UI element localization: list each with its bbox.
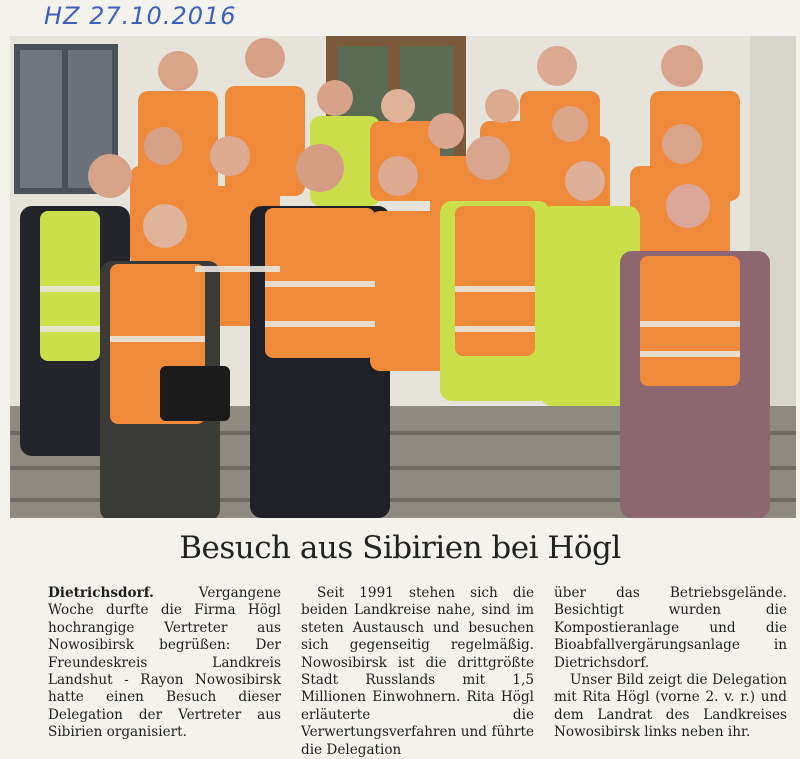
article-column-3-paragraph-1: über das Betriebsgelände. Besichtigt wurden die Kompostieranlage und die Bioabfallvergärungsanlage in Dietrichsdorf. — [554, 585, 787, 671]
article-headline: Besuch aus Sibirien bei Högl — [179, 530, 621, 566]
article-column-3-paragraph-2: Unser Bild zeigt die Delegation mit Rita Högl (vorne 2. v. r.) und dem Landrat des Landkreises Nowosibirsk links neben ihr. — [554, 672, 787, 741]
article-column-2 — [301, 585, 534, 759]
group-photo-icon — [10, 36, 796, 518]
article-dateline: Dietrichsdorf. — [48, 585, 154, 601]
article-column-2-text: Seit 1991 stehen sich die beiden Landkreise nahe, sind im steten Austausch und besuchen sich gegenseitig regelmäßig. Nowosibirsk ist die drittgrößte Stadt Russlands mit 1,5 Millionen Einwohnern. Rita Högl erläuterte die Verwertungsverfahren und führte die Delegation — [301, 585, 534, 758]
article-column-1 — [48, 585, 281, 759]
handwritten-date-annotation: HZ 27.10.2016 — [44, 2, 237, 30]
group-photo — [10, 36, 796, 518]
article-body — [48, 585, 798, 759]
article-column-1-text: Vergangene Woche durfte die Firma Högl hochrangige Vertreter aus Nowosibirsk begrüßen: Der Freundeskreis Landkreis Landshut - Rayon Nowosibirsk hatte einen Besuch dieser Delegation der Vertreter aus Sibirien organisiert. — [48, 585, 281, 741]
article-column-3 — [554, 585, 787, 759]
